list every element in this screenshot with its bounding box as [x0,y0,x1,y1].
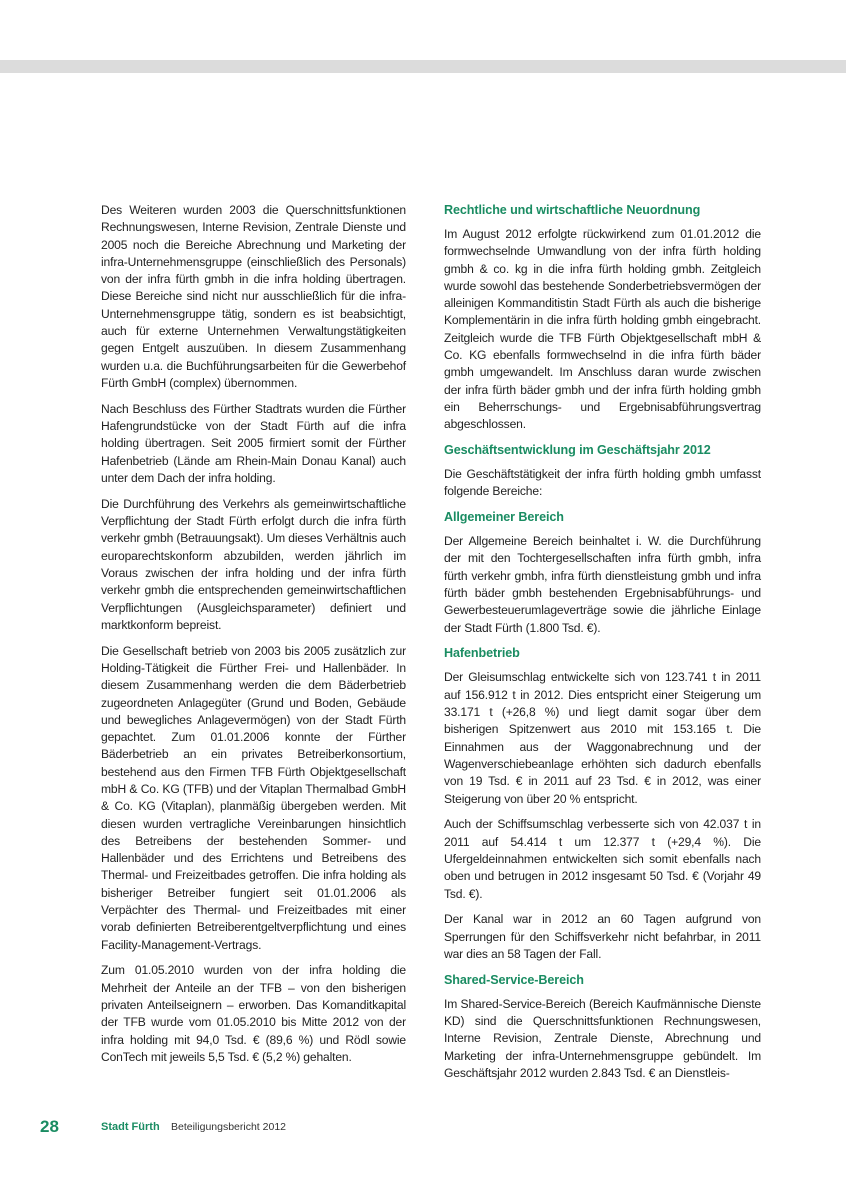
section-heading: Allgemeiner Bereich [444,510,564,525]
section-heading: Shared-Service-Bereich [444,972,584,987]
paragraph: Der Allgemeine Bereich beinhaltet i. W. die Durchführung der mit den Tochtergesellschaften infra fürth gmbh, infra fürth verkehr gmbh, infra fürth dienstleistung gmbh und infra fürth bäder gmbh bestehenden Ergebnisabführungs- und Gewerbesteuerumlageverträge sowie die jährliche Einlage der Stadt Fürth (1.800 Tsd. €). [444,534,761,635]
paragraph: Auch der Schiffsumschlag verbesserte sich von 42.037 t in 2011 auf 54.414 t um 12.377 t (+29,4 %). Die Ufergeldeinnahmen entwickelten sich somit ebenfalls nach oben und betrugen in 2012 insgesamt 50 Tsd. € (Vorjahr 49 Tsd. €). [444,817,761,901]
paragraph: Nach Beschluss des Fürther Stadtrats wurden die Fürther Hafengrundstücke von der Stadt Fürth auf die infra holding übertragen. Seit 2005 firmiert somit der Fürther Hafenbetrieb (Lände am Rhein-Main Donau Kanal) auch unter dem Dach der infra holding. [101,401,406,485]
section-heading: Hafenbetrieb [444,646,520,661]
paragraph: Im Shared-Service-Bereich (Bereich Kaufmännische Dienste KD) sind die Querschnittsfunktionen Rechnungswesen, Interne Revision, Zentrale Dienste, Abrechnung und Marketing der infra-Unternehmensgruppe gebündelt. Im Geschäftsjahr 2012 wurden 2.843 Tsd. € an Dienstleis- [444,996,761,1080]
paragraph: Die Geschäftstätigkeit der infra fürth holding gmbh umfasst folgende Bereiche: [444,467,761,499]
paragraph: Des Weiteren wurden 2003 die Querschnittsfunktionen Rechnungswesen, Interne Revision, Zentrale Dienste und 2005 noch die Bereiche Abrechnung und Marketing der infra-Unternehmensgruppe (einschließlich des Personals) von der infra fürth gmbh in die infra holding übertragen. Diese Bereiche sind nicht nur ausschließlich für die infra-Unternehmensgruppe tätig, sondern es ist beabsichtigt, auch für externe Unternehmen Verwaltungstätigkeiten gegen Entgelt auszuüben. In diesem Zusammenhang wurden u.a. die Buchführungsarbeiten für die Gewerbehof Fürth GmbH (complex) übernommen. [101,203,406,390]
paragraph: Zum 01.05.2010 wurden von der infra holding die Mehrheit der Anteile an der TFB – von den bisherigen privaten Anteilseignern – erworben. Das Komanditkapital der TFB wurde vom 01.05.2010 bis Mitte 2012 von der infra holding mit 94,0 Tsd. € (89,6 %) und Rödl sowie ConTech mit jeweils 5,5 Tsd. € (5,2 %) gehalten. [101,963,406,1064]
footer-title: Beteiligungsbericht 2012 [171,1121,286,1133]
paragraph: Die Durchführung des Verkehrs als gemeinwirtschaftliche Verpflichtung der Stadt Fürth erfolgt durch die infra fürth verkehr gmbh (Betrauungsakt). Um dieses Verhältnis auch europarechtskonform abzubilden, werden jährlich im Voraus zwischen der infra holding und der infra fürth verkehr gmbh die entsprechenden gemeinwirtschaftlichen Verpflichtungen (Ausgleichsparameter) definiert und marktkonform bepreist. [101,496,406,632]
paragraph: Der Gleisumschlag entwickelte sich von 123.741 t in 2011 auf 156.912 t in 2012. Dies entspricht einer Steigerung um 33.171 t (+26,8 %) und liegt damit sogar über dem bisherigen Spitzenwert aus 2010 mit 153.165 t. Die Einnahmen aus der Waggonabrechnung und der Wagenverschiebeanlage erhöhten sich dadurch ebenfalls von 19 Tsd. € in 2011 auf 23 Tsd. € in 2012, was einer Steigerung von über 20 % entspricht. [444,670,761,806]
left-column [101,202,406,1075]
page-number: 28 [40,1117,59,1136]
right-column [444,202,761,1091]
section-heading: Rechtliche und wirtschaftliche Neuordnung [444,203,701,217]
section-heading: Geschäftsentwicklung im Geschäftsjahr 2012 [444,443,711,458]
footer-brand: Stadt Fürth [101,1121,160,1133]
paragraph: Die Gesellschaft betrieb von 2003 bis 2005 zusätzlich zur Holding-Tätigkeit die Fürther Frei- und Hallenbäder. In diesem Zusammenhang werden die dem Bäderbetrieb zugeordneten Anlagegüter (Grund und Boden, Gebäude und bewegliches Anlagevermögen) von der Stadt Fürth gepachtet. Zum 01.01.2006 konnte der Fürther Bäderbetrieb an ein privates Betreiberkonsortium, bestehend aus den Firmen TFB Fürth Objektgesellschaft mbH & Co. KG (TFB) und der Vitaplan Thermalbad GmbH & Co. KG (Vitaplan), planmäßig übergeben werden. Mit diesen wurden vertragliche Vereinbarungen hinsichtlich des Betreibens der bestehenden Sommer- und Hallenbäder und des Errichtens und Betreibens des Thermal- und Freizeitbades getroffen. Die infra holding als bisheriger Betreiber fungiert seit 01.01.2006 als Verpächter des Thermal- und Freizeitbades mit einer vorab definierten Betreiberentgeltverpflichtung und eines Facility-Management-Vertrags. [101,643,406,952]
page-footer [0,1117,846,1141]
top-divider-bar [0,60,846,73]
paragraph: Der Kanal war in 2012 an 60 Tagen aufgrund von Sperrungen für den Schiffsverkehr nicht befahrbar, in 2011 war dies an 58 Tagen der Fall. [444,912,761,961]
paragraph: Im August 2012 erfolgte rückwirkend zum 01.01.2012 die formwechselnde Umwandlung von der infra fürth holding gmbh & co. kg in die infra fürth holding gmbh. Zeitgleich wurde sowohl das bestehende Sonderbetriebsvermögen der alleinigen Kommanditistin Stadt Fürth als auch die bisherige Komplementärin in die infra fürth holding gmbh eingebracht. Zeitgleich wurde die TFB Fürth Objektgesellschaft mbH & Co. KG ebenfalls formwechselnd in die infra fürth bäder gmbh umgewandelt. Im Anschluss daran wurde zwischen der infra fürth bäder gmbh und der infra fürth holding gmbh ein Beherrschungs- und Ergebnisabführungsvertrag abgeschlossen. [444,227,761,432]
